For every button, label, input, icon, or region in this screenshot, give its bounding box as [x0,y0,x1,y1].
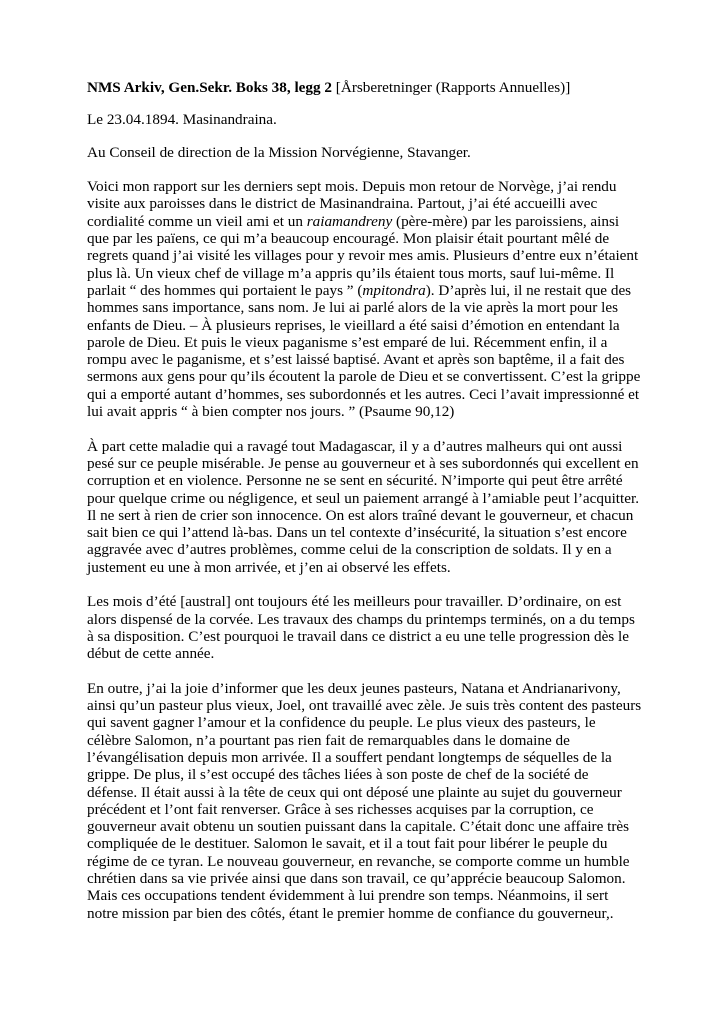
paragraph-3: Les mois d’été [austral] ont toujours été les meilleurs pour travailler. D’ordinaire, on est alors dispensé de la corvée. Les travaux des champs du printemps terminés, on a du temps à sa disposition. C’est pourquoi le travail dans ce district a eu une telle progression dès le début de cette année. [87,593,635,663]
archive-reference-bold: NMS Arkiv, Gen.Sekr. Boks 38, legg 2 [87,79,332,96]
paragraph-1-text-a: Voici mon rapport sur les derniers sept mois. Depuis mon retour de Norvège, j’ai rendu visite aux paroisses dans le district de Masinandraina. Partout, j’ai été accueilli avec cordialité comme un vieil ami et un [87,178,617,230]
paragraph-1-text-b: (père-mère) par les paroissiens, ainsi que par les païens, ce qui m’a beaucoup encouragé. Mon plaisir était pourtant mêlé de regrets quand j’ai visité les villages pour y revoir mes amis. Plusieurs d’entre eux n’étaient plus là. Un vieux chef de village m’a appris qu’ils étaient tous morts, sauf lui-même. Il parlait “ des hommes qui portaient le pays ” ( [87,212,639,299]
archive-reference-detail: [Årsberetninger (Rapports Annuelles)] [332,79,571,96]
document-page [87,79,642,939]
addressee-line: Au Conseil de direction de la Mission Norvégienne, Stavanger. [87,143,471,161]
term-raiamandreny: raiamandreny [306,212,393,230]
paragraph-2: À part cette maladie qui a ravagé tout Madagascar, il y a d’autres malheurs qui ont aussi pesé sur ce peuple misérable. Je pense au gouverneur et à ses subordonnés qui excellent en corruption et en violence. Personne ne se sent en sécurité. N’importe qui peut être arrêté pour quelque crime ou négligence, et seul un paiement arrangé à l’amiable peut l’acquitter. Il ne sert à rien de crier son innocence. On est alors traîné devant le gouverneur, et chacun sait bien ce qui l’attend là-bas. Dans un tel contexte d’insécurité, la situation s’est encore aggravée avec d’autres problèmes, comme celui de la conscription de soldats. Il y en a justement eu une à mon arrivée, et j’en ai observé les effets. [87,437,640,576]
date-line: Le 23.04.1894. Masinandraina. [87,111,277,129]
paragraph-1-text-c: ). D’après lui, il ne restait que des hommes sans importance, sans nom. Je lui ai parlé alors de la vie après la mort pour les enfants de Dieu. – À plusieurs reprises, le vieillard a été saisi d’émotion en entendant la parole de Dieu. Et puis le vieux paganisme s’est emparé de lui. Récemment enfin, il a rompu avec le paganisme, et s’est laissé baptisé. Avant et après son baptême, il a fait des sermons aux gens pour qu’ils écoutent la parole de Dieu et se convertissent. C’est la grippe qui a emporté autant d’hommes, ses subordonnés et les autres. Ceci l’avait impressionné et lui avait appris “ à bien compter nos jours. ” (Psaume 90,12) [87,281,641,421]
archive-reference [87,79,642,96]
term-mpitondra: mpitondra [362,281,426,299]
paragraph-4: En outre, j’ai la joie d’informer que les deux jeunes pasteurs, Natana et Andrianarivony, ainsi qu’un pasteur plus vieux, Joel, ont travaillé avec zèle. Je suis très content des pasteurs qui savent gagner l’amour et la confidence du peuple. Le plus vieux des pasteurs, le célèbre Salomon, n’a pourtant pas rien fait de remarquables dans le domaine de l’évangélisation depuis mon arrivée. Il a souffert pendant longtemps de séquelles de la grippe. De plus, il s’est occupé des tâches liées à son poste de chef de la société de défense. Il était aussi à la tête de ceux qui ont déposé une plainte au sujet du gouverneur précédent et l’ont fait renverser. Grâce à ses richesses acquises par la corruption, ce gouverneur avait obtenu un soutien puissant dans la capitale. C’était donc une affaire très compliquée de le destituer. Salomon le savait, et il a tout fait pour libérer le peuple du régime de ce tyran. Le nouveau gouverneur, en revanche, se comporte comme un humble chrétien dans sa vie privée ainsi que dans son travail, ce qu’apprécie beaucoup Salomon. Mais ces occupations tendent évidemment à lui prendre son temps. Néanmoins, il sert notre mission par bien des côtés, étant le premier homme de confiance du gouverneur,. [87,679,642,922]
paragraph-1 [87,178,642,420]
